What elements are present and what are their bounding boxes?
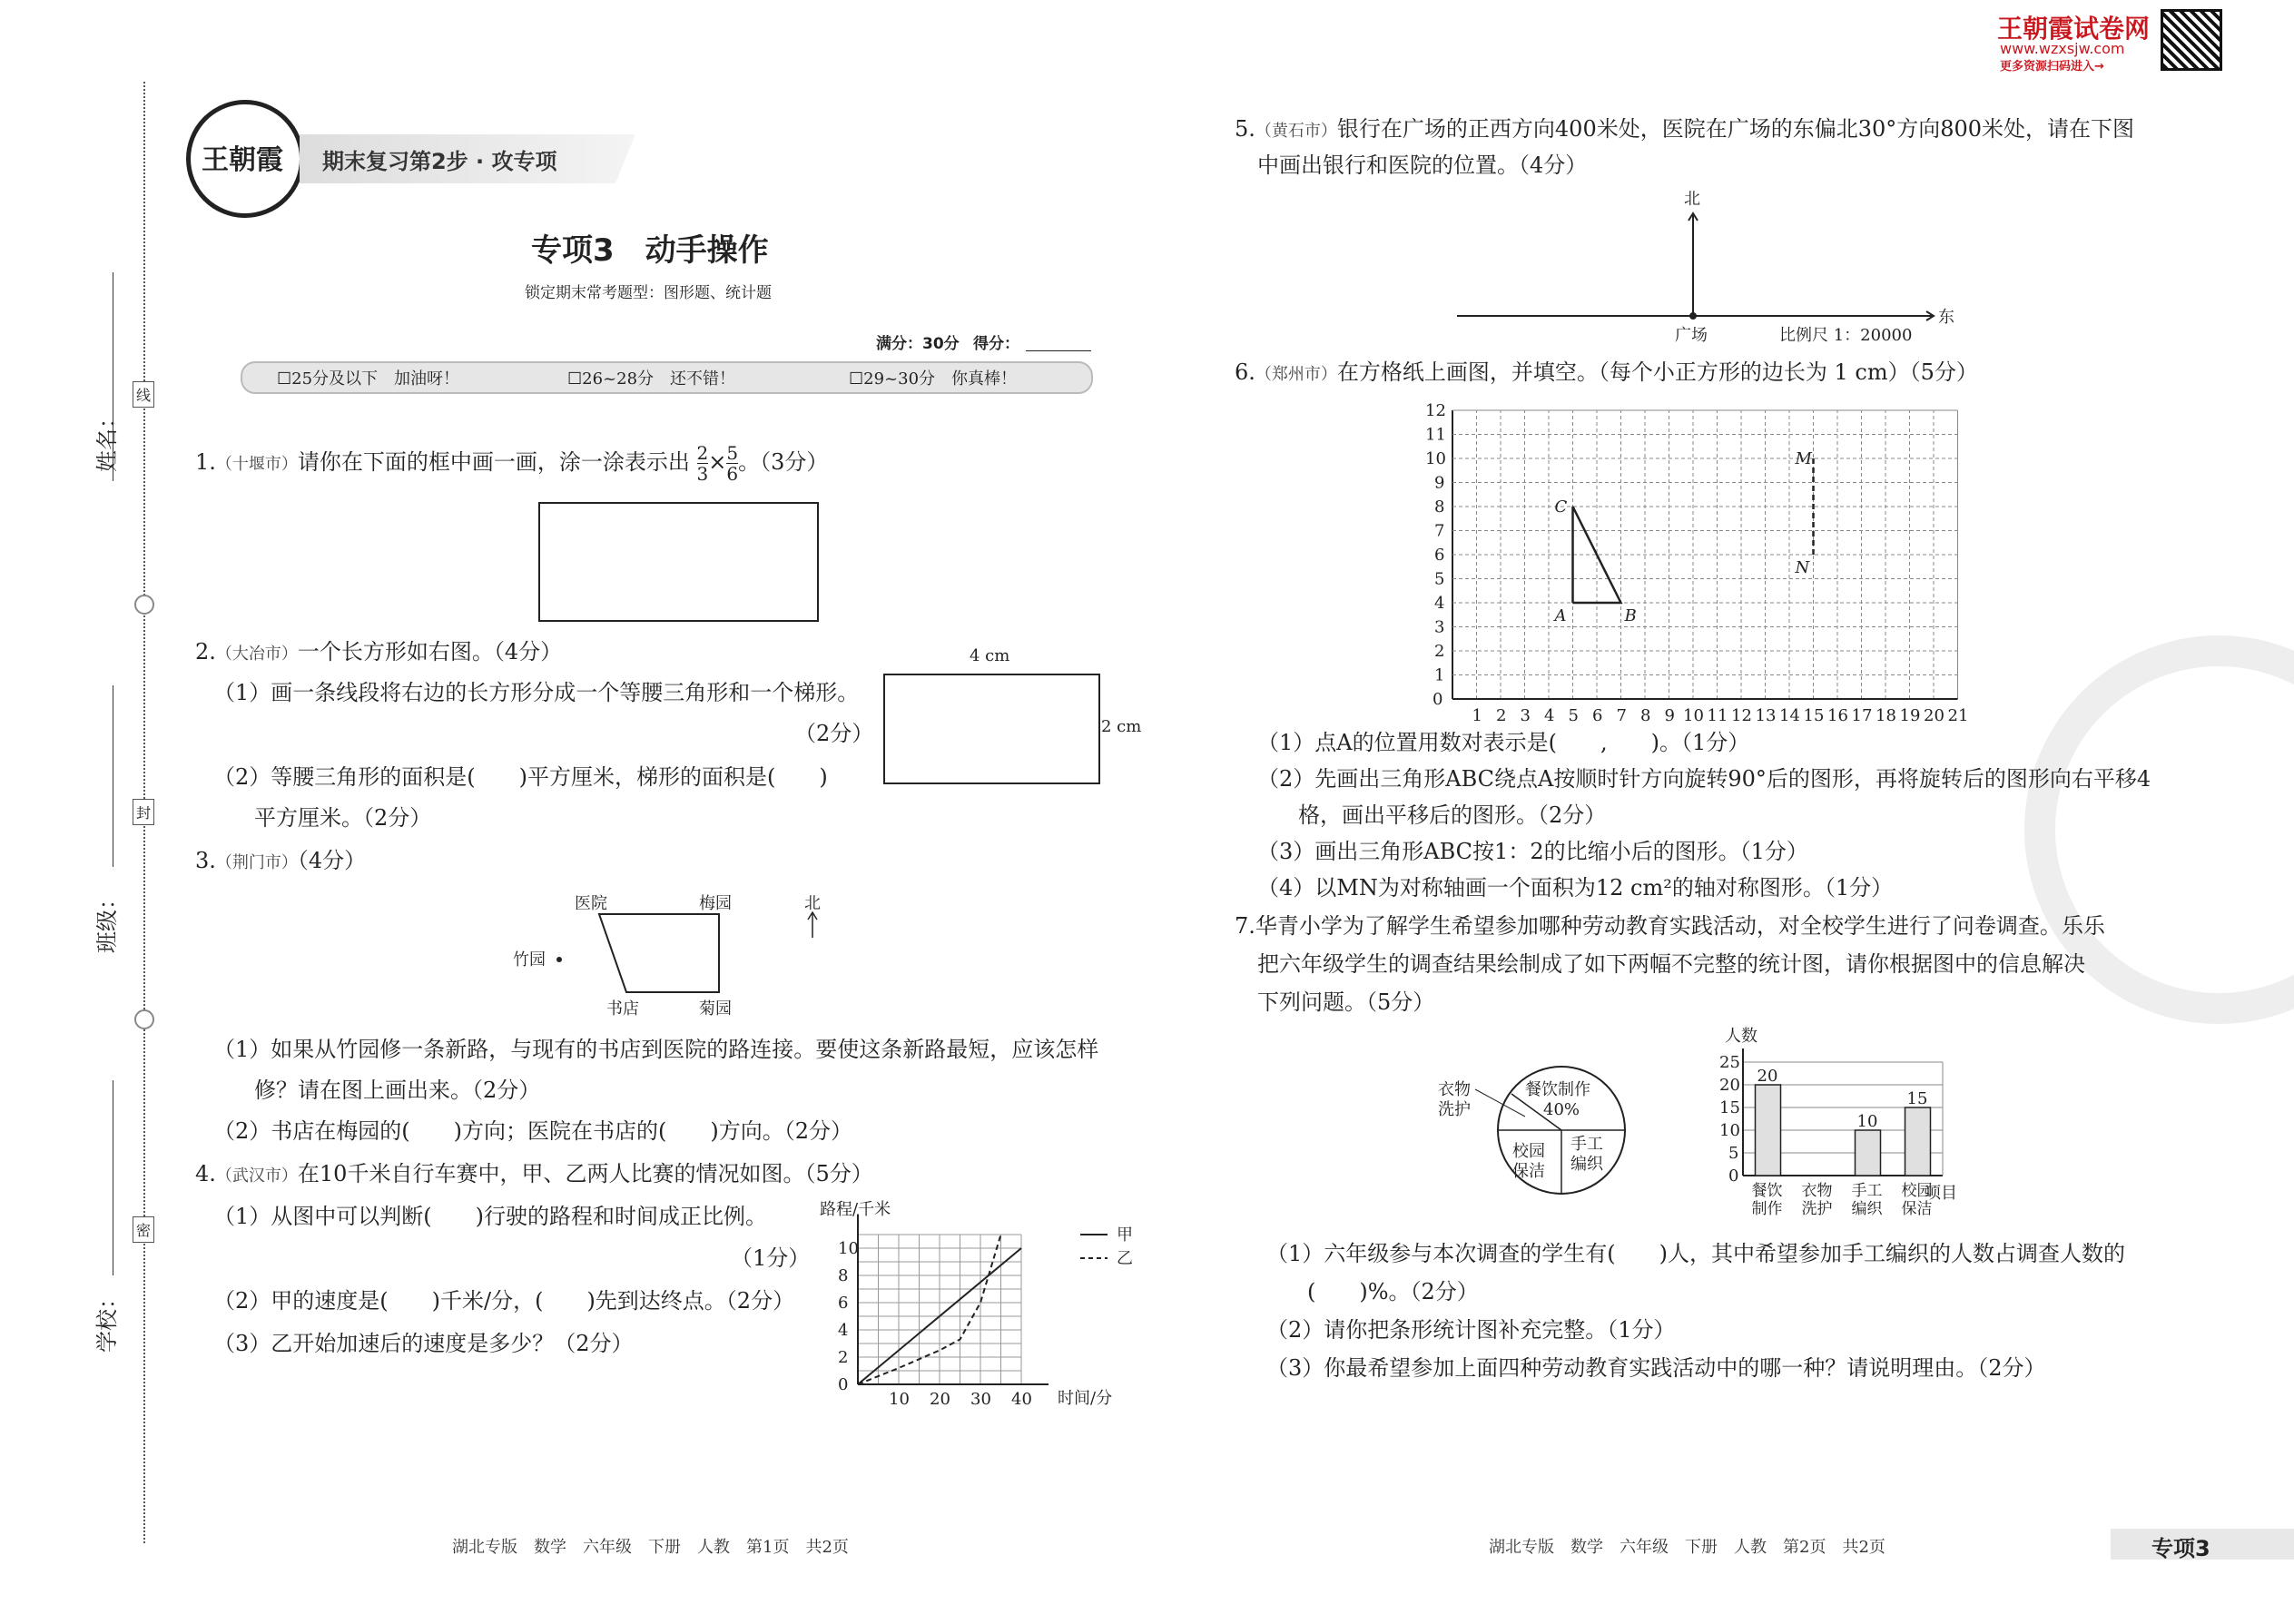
q6-point-C-label: C bbox=[1554, 497, 1568, 517]
score-full: 满分：30分 bbox=[876, 335, 960, 353]
q6-xtick: 18 bbox=[1876, 706, 1896, 725]
q5-text2: 中画出银行和医院的位置。（4分） bbox=[1257, 153, 1588, 178]
q4-xtick: 20 bbox=[930, 1390, 950, 1409]
q4-p2: （2）甲的速度是( )千米/分，( )先到达终点。（2分） bbox=[213, 1288, 795, 1314]
q5-center-dot bbox=[1689, 312, 1697, 320]
brand-slogan: 更多资源扫码进入→ bbox=[2000, 60, 2104, 74]
q6-ytick: 7 bbox=[1434, 521, 1445, 541]
q7-xtick: 洗护 bbox=[1801, 1200, 1833, 1218]
q7-ytick: 10 bbox=[1719, 1121, 1740, 1140]
q6-xtick: 4 bbox=[1544, 706, 1555, 725]
q4-legend-jia: 甲 bbox=[1117, 1225, 1133, 1245]
q6-ytick: 11 bbox=[1425, 425, 1446, 445]
rating-3-comment: 你真棒！ bbox=[951, 369, 1018, 389]
q3-map[interactable] bbox=[490, 885, 853, 1021]
q6-grid-paper[interactable] bbox=[1416, 390, 1979, 726]
q4-ytick: 0 bbox=[838, 1375, 849, 1394]
q5-center-label: 广场 bbox=[1675, 326, 1708, 345]
q6-text: 6.（郑州市）在方格纸上画图，并填空。（每个小正方形的边长为 1 cm）（5分） bbox=[1235, 359, 1978, 385]
q7-pie-label-d1: 手工 bbox=[1570, 1135, 1603, 1154]
rating-2-comment: 还不错！ bbox=[670, 369, 736, 389]
q6-p2: （2）先画出三角形ABC绕点A按顺时针方向旋转90°后的图形，再将旋转后的图形向右平移4 bbox=[1257, 766, 2151, 792]
binding-class-label: 班级： bbox=[94, 888, 120, 953]
q5-north-label: 北 bbox=[1684, 190, 1700, 209]
q7-xtick: 手工 bbox=[1851, 1182, 1883, 1200]
q6-xtick: 17 bbox=[1851, 706, 1873, 725]
q3-p1: （1）如果从竹园修一条新路，与现有的书店到医院的路连接。要使这条新路最短，应该怎样 bbox=[213, 1037, 1099, 1062]
q7-pie-label-b1: 衣物 bbox=[1438, 1080, 1471, 1099]
q6-xtick: 19 bbox=[1899, 706, 1921, 725]
q6-xtick: 21 bbox=[1947, 706, 1969, 725]
q3-p1b: 修？请在图上画出来。（2分） bbox=[254, 1078, 541, 1103]
q1-frac1-den: 3 bbox=[696, 463, 709, 485]
q6-ytick: 4 bbox=[1434, 594, 1445, 613]
q3-road-shape bbox=[599, 914, 719, 992]
q7-ytick: 20 bbox=[1719, 1076, 1740, 1095]
q6-xtick: 5 bbox=[1568, 706, 1579, 725]
q7-ytick: 0 bbox=[1728, 1166, 1739, 1186]
q6-p2b: 格，画出平移后的图形。（2分） bbox=[1298, 802, 1607, 828]
q2-p1: （1）画一条线段将右边的长方形分成一个等腰三角形和一个梯形。 bbox=[213, 680, 860, 705]
q4-legend-yi: 乙 bbox=[1117, 1249, 1133, 1268]
q2-rectangle[interactable] bbox=[883, 674, 1100, 784]
q6-ytick: 6 bbox=[1434, 546, 1445, 565]
q1-drawing-box[interactable] bbox=[538, 502, 819, 622]
q4-p1-score: （1分） bbox=[731, 1245, 811, 1271]
q6-ytick: 12 bbox=[1425, 401, 1446, 420]
brand-url: www.wzxsjw.com bbox=[2000, 40, 2125, 57]
q4-xtick: 40 bbox=[1011, 1390, 1032, 1409]
q6-ytick: 8 bbox=[1434, 497, 1445, 517]
q6-xtick: 12 bbox=[1731, 706, 1752, 725]
rating-1-comment: 加油呀！ bbox=[394, 369, 460, 389]
binding-mark-feng: 封 bbox=[133, 799, 154, 825]
q6-xtick: 3 bbox=[1520, 706, 1531, 725]
q6-xtick: 15 bbox=[1803, 706, 1825, 725]
q6-xtick: 20 bbox=[1924, 706, 1944, 725]
q4-text: 4.（武汉市）在10千米自行车赛中，甲、乙两人比赛的情况如图。（5分） bbox=[195, 1161, 873, 1186]
page-subtitle: 锁定期末常考题型：图形题、统计题 bbox=[525, 284, 772, 302]
q7-p2: （2）请你把条形统计图补充完整。（1分） bbox=[1266, 1317, 1676, 1343]
q2-p2b: 平方厘米。（2分） bbox=[254, 805, 432, 831]
q2-height-label: 2 cm bbox=[1101, 717, 1142, 736]
footer-tag: 专项3 bbox=[2151, 1536, 2210, 1561]
q3-label-hospital: 医院 bbox=[575, 894, 607, 913]
rating-3: ☐29~30分 你真棒！ bbox=[849, 369, 1018, 389]
q7-p1: （1）六年级参与本次调查的学生有( )人，其中希望参加手工编织的人数占调查人数的 bbox=[1266, 1241, 2125, 1266]
q4-ytick: 2 bbox=[838, 1348, 849, 1367]
q6-point-N-label: N bbox=[1795, 558, 1810, 577]
q7-xtick: 保洁 bbox=[1901, 1200, 1933, 1218]
q2-width-label: 4 cm bbox=[970, 646, 1010, 665]
q7-text3: 下列问题。（5分） bbox=[1257, 989, 1435, 1015]
q7-xtick: 编织 bbox=[1851, 1200, 1883, 1218]
q5-scale-label: 比例尺 1：20000 bbox=[1779, 326, 1913, 345]
binding-name-label: 姓名： bbox=[94, 407, 120, 472]
footer-left: 湖北专版 数学 六年级 下册 人教 第1页 共2页 bbox=[452, 1538, 849, 1557]
q6-point-A-label: A bbox=[1554, 606, 1567, 625]
q4-xtick: 10 bbox=[889, 1390, 910, 1409]
q4-p1: （1）从图中可以判断( )行驶的路程和时间成正比例。 bbox=[213, 1204, 767, 1229]
binding-hole-1 bbox=[134, 595, 154, 615]
q1-frac2-num: 5 bbox=[726, 442, 739, 464]
q6-p1: （1）点A的位置用数对表示是( , )。（1分） bbox=[1257, 730, 1750, 755]
q1-frac1-num: 2 bbox=[696, 442, 709, 464]
q6-ytick: 9 bbox=[1434, 473, 1445, 493]
q6-point-B-label: B bbox=[1624, 606, 1637, 625]
q6-xtick: 9 bbox=[1664, 706, 1675, 725]
q6-xtick: 8 bbox=[1640, 706, 1651, 725]
q7-xtick: 制作 bbox=[1751, 1200, 1783, 1218]
banner-text: 期末复习第2步 · 攻专项 bbox=[322, 149, 557, 174]
q3-label-shudian: 书店 bbox=[606, 999, 639, 1019]
binding-hole-2 bbox=[134, 1009, 154, 1029]
q2-text: 2.（大冶市）一个长方形如右图。（4分） bbox=[195, 639, 563, 664]
logo-badge bbox=[186, 100, 304, 218]
footer-right: 湖北专版 数学 六年级 下册 人教 第2页 共2页 bbox=[1489, 1538, 1885, 1557]
q7-xtick: 校园 bbox=[1901, 1182, 1933, 1200]
binding-mark-mi: 密 bbox=[133, 1216, 154, 1243]
q4-series-乙 bbox=[858, 1235, 1001, 1384]
binding-school-label: 学校： bbox=[94, 1287, 120, 1353]
q6-xtick: 1 bbox=[1472, 706, 1482, 725]
q2-p2: （2）等腰三角形的面积是( )平方厘米，梯形的面积是( ) bbox=[213, 764, 828, 790]
q7-bar-label: 10 bbox=[1856, 1112, 1878, 1131]
q6-xtick: 13 bbox=[1755, 706, 1777, 725]
score-blank bbox=[1026, 350, 1091, 351]
q3-p2: （2）书店在梅园的( )方向；医院在书店的( )方向。（2分） bbox=[213, 1118, 852, 1144]
q6-xtick: 6 bbox=[1592, 706, 1603, 725]
logo-text: 王朝霞 bbox=[202, 144, 283, 176]
q6-p4: （4）以MN为对称轴画一个面积为12 cm²的轴对称图形。（1分） bbox=[1257, 875, 1894, 901]
q7-ytick: 15 bbox=[1719, 1098, 1740, 1117]
q6-xtick: 14 bbox=[1779, 706, 1800, 725]
q4-ytick: 6 bbox=[838, 1294, 849, 1313]
q6-xtick: 2 bbox=[1496, 706, 1507, 725]
q7-ytick: 5 bbox=[1728, 1144, 1739, 1163]
q7-pie-label-c2: 保洁 bbox=[1512, 1162, 1545, 1181]
q4-p3: （3）乙开始加速后的速度是多少？（2分） bbox=[213, 1331, 634, 1356]
q6-ytick: 2 bbox=[1434, 642, 1445, 661]
q7-bar-chart[interactable] bbox=[1689, 1021, 1970, 1230]
q7-ytick: 25 bbox=[1719, 1053, 1740, 1072]
q5-text: 5.（黄石市）银行在广场的正西方向400米处，医院在广场的东偏北30°方向800米处，请在下图 bbox=[1235, 116, 2135, 142]
q7-bar-手工编织 bbox=[1856, 1130, 1881, 1176]
q6-ytick: 1 bbox=[1434, 665, 1445, 685]
q6-xtick: 11 bbox=[1707, 706, 1728, 725]
q3-label-meiyuan: 梅园 bbox=[699, 894, 732, 913]
score-got: 得分： bbox=[973, 335, 1019, 353]
q1-text: 1.（十堰市）请你在下面的框中画一画，涂一涂表示出 $\frac{2}{3}$ × $\frac{5}{6}$ 。（3分） bbox=[195, 442, 829, 485]
q4-ytick: 8 bbox=[838, 1266, 849, 1285]
q7-pie-chart bbox=[1425, 1062, 1652, 1198]
q7-bar-餐饮制作 bbox=[1756, 1085, 1781, 1176]
q7-pie-label-b2: 洗护 bbox=[1438, 1100, 1471, 1119]
q4-line-chart[interactable] bbox=[812, 1198, 1148, 1416]
q7-pie-label-a: 餐饮制作 bbox=[1525, 1080, 1590, 1099]
q3-text: 3.（荆门市）（4分） bbox=[195, 848, 367, 873]
q4-xlabel: 时间/分 bbox=[1058, 1389, 1113, 1408]
q6-xtick: 16 bbox=[1827, 706, 1848, 725]
q7-xtick: 衣物 bbox=[1801, 1182, 1833, 1200]
q3-label-north: 北 bbox=[804, 894, 821, 913]
q7-bar-xlabel: 项目 bbox=[1925, 1184, 1957, 1203]
q7-bar-ylabel: 人数 bbox=[1725, 1027, 1757, 1046]
q4-ylabel: 路程/千米 bbox=[820, 1200, 891, 1219]
q7-pie-label-a-pct: 40% bbox=[1543, 1100, 1580, 1119]
q7-xtick: 餐饮 bbox=[1751, 1182, 1783, 1200]
q3-label-zhuyuan: 竹园 bbox=[513, 950, 546, 969]
q3-zhuyuan-dot bbox=[556, 957, 562, 962]
q6-xtick: 10 bbox=[1683, 706, 1704, 725]
q4-ytick: 4 bbox=[838, 1321, 849, 1340]
q6-ytick: 3 bbox=[1434, 617, 1445, 637]
q7-bar-校园保洁 bbox=[1905, 1107, 1931, 1176]
q5-east-label: 东 bbox=[1938, 308, 1954, 327]
q7-pie-label-c1: 校园 bbox=[1512, 1142, 1545, 1161]
q1-frac2-den: 6 bbox=[726, 463, 739, 485]
q5-map[interactable] bbox=[1443, 186, 1961, 349]
q7-p1b: ( )%。（2分） bbox=[1307, 1279, 1479, 1304]
qr-code-icon[interactable] bbox=[2161, 9, 2222, 71]
q6-point-M-label: M bbox=[1795, 449, 1812, 468]
brand-name: 王朝霞试卷网 bbox=[1997, 14, 2151, 44]
page-title: 专项3 动手操作 bbox=[531, 232, 769, 269]
q6-xtick: 7 bbox=[1616, 706, 1627, 725]
q6-origin-tick: 0 bbox=[1433, 690, 1443, 709]
q6-ytick: 5 bbox=[1434, 569, 1445, 589]
q7-text2: 把六年级学生的调查结果绘制成了如下两幅不完整的统计图，请你根据图中的信息解决 bbox=[1257, 951, 2085, 977]
q7-text1: 7.华青小学为了解学生希望参加哪种劳动教育实践活动，对全校学生进行了问卷调查。乐乐 bbox=[1235, 913, 2105, 939]
q7-pie-label-d2: 编织 bbox=[1570, 1155, 1603, 1174]
q6-ytick: 10 bbox=[1425, 449, 1446, 468]
q6-p3: （3）画出三角形ABC按1：2的比缩小后的图形。（1分） bbox=[1257, 839, 1808, 864]
q4-ytick: 10 bbox=[838, 1239, 859, 1258]
q2-p1-score: （2分） bbox=[794, 721, 874, 746]
q4-xtick: 30 bbox=[970, 1390, 991, 1409]
q7-bar-label: 20 bbox=[1757, 1067, 1778, 1086]
q7-p3: （3）你最希望参加上面四种劳动教育实践活动中的哪一种？请说明理由。（2分） bbox=[1266, 1355, 2046, 1381]
q3-label-juyuan: 菊园 bbox=[699, 999, 732, 1019]
rating-2: ☐26~28分 还不错！ bbox=[567, 369, 736, 389]
rating-1: ☐25分及以下 加油呀！ bbox=[277, 369, 460, 389]
q7-bar-label: 15 bbox=[1906, 1089, 1928, 1108]
binding-mark-xian: 线 bbox=[133, 381, 154, 408]
